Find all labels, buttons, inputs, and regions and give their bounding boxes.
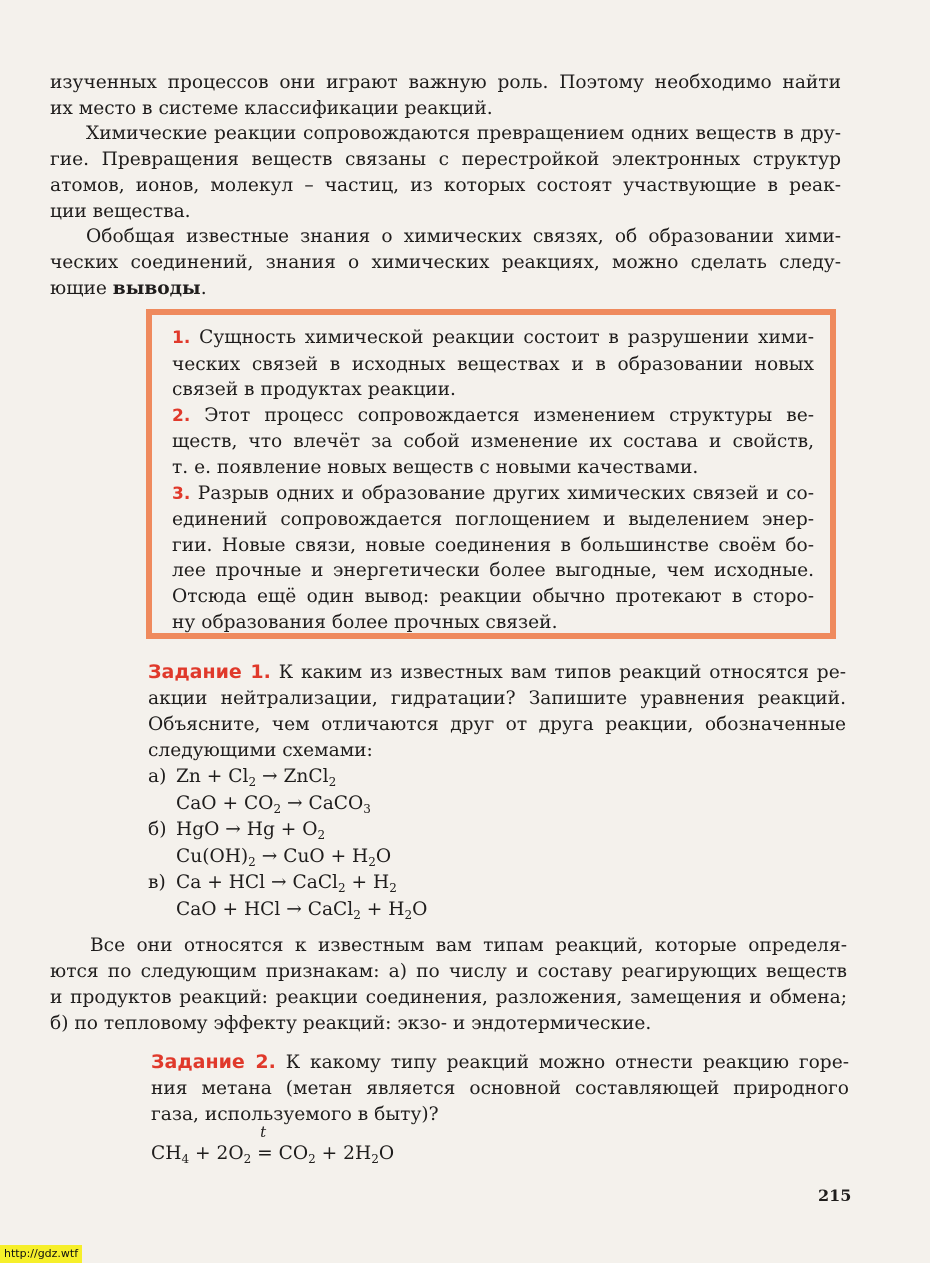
text-line: гие. Превращения веществ связаны с перестройкой электронных структур xyxy=(50,149,841,170)
equation: в) Ca + HCl → CaCl$_2$ + $H_2$ xyxy=(148,872,397,895)
text-line: Обобщая известные знания о химических связях, об образовании хими- xyxy=(86,226,841,247)
text-line: гии. Новые связи, новые соединения в большинстве своём бо- xyxy=(172,534,814,556)
text-line: единений сопровождается поглощением и выделением энер- xyxy=(172,509,814,531)
task-2 xyxy=(151,1049,849,1128)
text-line: газа, используемого в быту)? xyxy=(151,1104,439,1125)
text-line: атомов, ионов, молекул – частиц, из которых состоят участвующие в реак- xyxy=(50,175,841,196)
conclusions-box xyxy=(146,309,836,639)
text-line: Задание 1. К каким из известных вам типов реакций относятся ре- xyxy=(148,661,846,683)
intro-paragraph xyxy=(50,70,841,122)
paragraph-conclusions-intro xyxy=(50,224,841,302)
text-line: б) по тепловому эффекту реакций: экзо- и эндотермические. xyxy=(50,1013,652,1034)
text-line: Химические реакции сопровождаются превращением одних веществ в дру- xyxy=(86,123,841,144)
bold-term: выводы xyxy=(112,278,201,299)
text-line: их место в системе классификации реакций. xyxy=(50,98,493,119)
text-line: Все они относятся к известным вам типам реакций, которые определя- xyxy=(90,935,847,956)
equation: CaO + $CO_2$ → CaCO$_3$ xyxy=(176,792,371,816)
reaction-schemes xyxy=(148,764,427,923)
text-line: ществ, что влечёт за собой изменение их состава и свойств, xyxy=(172,431,814,453)
text-line: ющие выводы. xyxy=(50,278,207,299)
text-line: ния метана (метан является основной составляющей природного xyxy=(151,1078,849,1099)
equation: $Cu(OH)_2$ → CuO + $H_2O$ xyxy=(176,845,392,869)
text-line: акции нейтрализации, гидратации? Запишите уравнения реакций. xyxy=(148,688,846,709)
task-heading: Задание 2. xyxy=(151,1051,276,1073)
text-line: ческих соединений, знания о химических реакциях, можно сделать следу- xyxy=(50,252,841,273)
paragraph-classification xyxy=(50,933,847,1037)
task-heading: Задание 1. xyxy=(148,661,271,683)
text-line: т. е. появление новых веществ с новыми качествами. xyxy=(172,456,699,478)
text-line: ются по следующим признакам: а) по числу и составу реагирующих веществ xyxy=(50,961,847,982)
text-line: ческих связей в исходных веществах и в образовании новых xyxy=(172,353,814,375)
text-line: ну образования более прочных связей. xyxy=(172,611,558,633)
equation: а) $Zn + Cl_2$ → ZnCl$_2$ xyxy=(148,766,337,789)
text-line: Отсюда ещё один вывод: реакции обычно протекают в сторо- xyxy=(172,585,814,607)
temperature-mark: t xyxy=(260,1123,267,1141)
task-1 xyxy=(148,659,846,764)
item-number: 1. xyxy=(172,328,191,348)
item-number: 3. xyxy=(172,483,191,504)
text-line: ции вещества. xyxy=(50,201,191,222)
text-line: лее прочные и энергетически более выгодные, чем исходные. xyxy=(172,560,814,582)
text-line: изученных процессов они играют важную роль. Поэтому необходимо найти xyxy=(50,72,841,93)
text-line: 1. Сущность химической реакции состоит в разрушении хими- xyxy=(172,327,814,348)
text-line: Объясните, чем отличаются друг от друга реакции, обозначенные xyxy=(148,714,846,735)
item-number: 2. xyxy=(172,405,191,426)
equation: б) HgO → $Hg + O_2$ xyxy=(148,819,326,842)
text-line: следующими схемами: xyxy=(148,740,373,761)
equation: CaO + HCl → CaCl$_2$ + $H_2O$ xyxy=(176,898,428,922)
text-line: связей в продуктах реакции. xyxy=(172,379,456,401)
text-line: 2. Этот процесс сопровождается изменением структуры ве- xyxy=(172,404,814,426)
page-number: 215 xyxy=(818,1186,852,1205)
watermark-link[interactable]: http://gdz.wtf xyxy=(0,1245,82,1263)
text-line: и продуктов реакций: реакции соединения, разложения, замещения и обмена; xyxy=(50,987,847,1008)
text-line: Задание 2. К какому типу реакций можно отнести реакцию горе- xyxy=(151,1051,850,1073)
text-line: 3. Разрыв одних и образование других химических связей и со- xyxy=(172,482,814,504)
methane-combustion-equation: $CH_4 + 2O_2$ t = $CO_2 + 2H_2O$ xyxy=(151,1123,395,1166)
paragraph-reactions xyxy=(50,121,841,225)
